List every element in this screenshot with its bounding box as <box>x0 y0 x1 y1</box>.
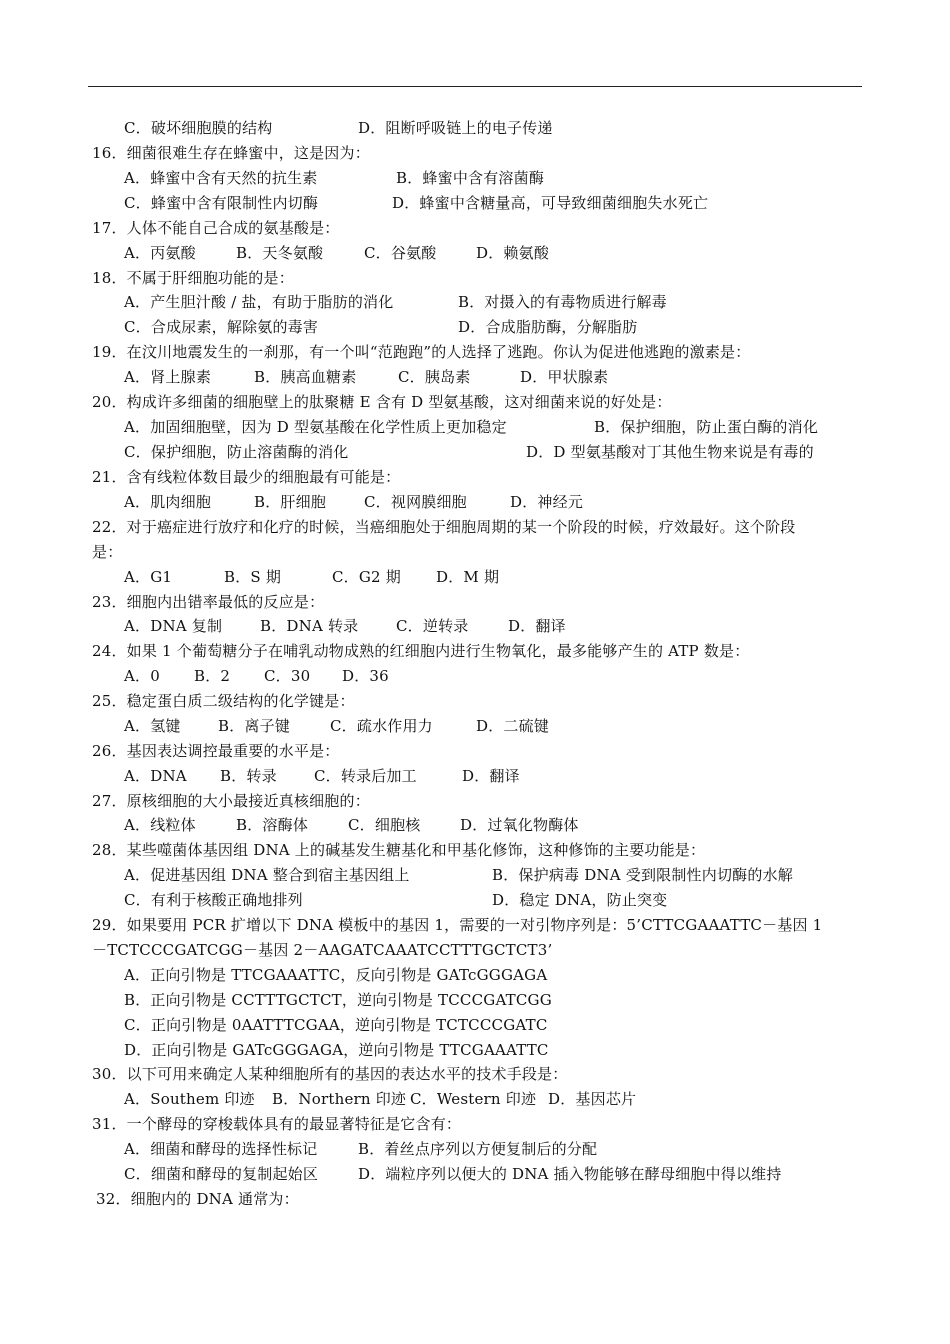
q29-option-c: C．正向引物是 0AATTTCGAA，逆向引物是 TCTCCCGATC <box>124 1016 548 1034</box>
question-16-options-cd <box>124 191 709 215</box>
question-23-stem: 23．细胞内出错率最低的反应是： <box>92 593 325 611</box>
q24-option-b: B．2 <box>194 667 231 685</box>
q30-option-c: C．Western 印迹 <box>410 1090 537 1108</box>
question-17-stem: 17．人体不能自己合成的氨基酸是： <box>92 219 340 237</box>
q23-option-a: A．DNA 复制 <box>124 617 223 635</box>
q27-option-b: B．溶酶体 <box>236 816 309 834</box>
question-16-stem: 16．细菌很难生存在蜂蜜中，这是因为： <box>92 144 370 162</box>
question-27-options <box>124 813 579 837</box>
q16-option-a: A．蜂蜜中含有天然的抗生素 <box>124 169 318 187</box>
q23-option-d: D．翻译 <box>508 617 566 635</box>
q26-option-a: A．DNA <box>124 767 187 785</box>
q27-option-c: C．细胞核 <box>348 816 421 834</box>
q17-option-a: A．丙氨酸 <box>124 244 196 262</box>
q18-option-b: B．对摄入的有毒物质进行解毒 <box>458 293 667 311</box>
header-rule <box>88 86 862 87</box>
question-29-stem-line-1: 29．如果要用 PCR 扩增以下 DNA 模板中的基因 1，需要的一对引物序列是：5’CTTCGAAATTC－基因 1 <box>92 916 823 934</box>
q28-option-a: A．促进基因组 DNA 整合到宿主基因组上 <box>124 866 410 884</box>
q30-option-a: A．Southem 印迹 <box>124 1090 255 1108</box>
q20-option-a: A．加固细胞壁，因为 D 型氨基酸在化学性质上更加稳定 <box>124 418 507 436</box>
q31-option-b: B．着丝点序列以方便复制后的分配 <box>358 1140 598 1158</box>
question-25-options <box>124 714 550 738</box>
q26-option-b: B．转录 <box>220 767 277 785</box>
question-23-options <box>124 614 566 638</box>
q25-option-b: B．离子键 <box>218 717 291 735</box>
question-20-options-cd <box>124 440 814 464</box>
question-22-stem-line-1: 22．对于癌症进行放疗和化疗的时候，当癌细胞处于细胞周期的某一个阶段的时候，疗效最好。这个阶段 <box>92 518 796 536</box>
question-20-stem: 20．构成许多细菌的细胞壁上的肽聚糖 E 含有 D 型氨基酸，这对细菌来说的好处是： <box>92 393 672 411</box>
question-22-options <box>124 565 500 589</box>
q17-option-d: D．赖氨酸 <box>476 244 550 262</box>
q26-option-c: C．转录后加工 <box>314 767 417 785</box>
q15-option-c: C．破坏细胞膜的结构 <box>124 119 273 137</box>
q18-option-c: C．合成尿素，解除氨的毒害 <box>124 318 319 336</box>
q25-option-a: A．氢键 <box>124 717 181 735</box>
q31-option-c: C．细菌和酵母的复制起始区 <box>124 1165 319 1183</box>
question-28-stem: 28．某些噬菌体基因组 DNA 上的碱基发生糖基化和甲基化修饰，这种修饰的主要功能是： <box>92 841 706 859</box>
question-31-options-cd <box>124 1162 782 1186</box>
question-25-stem: 25．稳定蛋白质二级结构的化学键是： <box>92 692 355 710</box>
q29-option-a: A．正向引物是 TTCGAAATTC，反向引物是 GATcGGGAGA <box>124 966 548 984</box>
q20-option-c: C．保护细胞，防止溶菌酶的消化 <box>124 443 349 461</box>
q21-option-b: B．肝细胞 <box>254 493 327 511</box>
q19-option-c: C．胰岛素 <box>398 368 471 386</box>
q17-option-c: C．谷氨酸 <box>364 244 437 262</box>
q28-option-c: C．有利于核酸正确地排列 <box>124 891 303 909</box>
question-17-options <box>124 241 550 265</box>
question-32-stem: 32．细胞内的 DNA 通常为： <box>96 1190 299 1208</box>
q19-option-b: B．胰高血糖素 <box>254 368 357 386</box>
question-26-stem: 26．基因表达调控最重要的水平是： <box>92 742 340 760</box>
question-20-options-ab <box>124 415 819 439</box>
q30-option-d: D．基因芯片 <box>548 1090 637 1108</box>
q16-option-c: C．蜂蜜中含有限制性内切酶 <box>124 194 319 212</box>
q27-option-a: A．线粒体 <box>124 816 196 834</box>
q24-option-a: A．0 <box>124 667 160 685</box>
q28-option-d: D．稳定 DNA，防止突变 <box>492 891 668 909</box>
q29-option-b: B．正向引物是 CCTTTGCTCT，逆向引物是 TCCCGATCGG <box>124 991 552 1009</box>
question-31-stem: 31．一个酵母的穿梭载体具有的最显著特征是它含有： <box>92 1115 462 1133</box>
q22-option-c: C．G2 期 <box>332 568 401 586</box>
q20-option-b: B．保护细胞，防止蛋白酶的消化 <box>594 418 819 436</box>
q22-option-a: A．G1 <box>124 568 173 586</box>
question-28-options-ab <box>124 863 793 887</box>
q31-option-a: A．细菌和酵母的选择性标记 <box>124 1140 318 1158</box>
q18-option-a: A．产生胆汁酸 / 盐，有助于脂肪的消化 <box>124 293 394 311</box>
q21-option-c: C．视网膜细胞 <box>364 493 467 511</box>
q18-option-d: D．合成脂肪酶，分解脂肪 <box>458 318 638 336</box>
q25-option-d: D．二硫键 <box>476 717 550 735</box>
question-18-stem: 18．不属于肝细胞功能的是： <box>92 269 294 287</box>
question-18-options-ab <box>124 290 667 314</box>
q15-option-d: D．阻断呼吸链上的电子传递 <box>358 119 553 137</box>
q24-option-c: C．30 <box>264 667 311 685</box>
question-30-stem: 30．以下可用来确定人某种细胞所有的基因的表达水平的技术手段是： <box>92 1065 568 1083</box>
question-28-options-cd <box>124 888 668 912</box>
question-19-options <box>124 365 609 389</box>
question-24-stem: 24．如果 1 个葡萄糖分子在哺乳动物成熟的红细胞内进行生物氧化，最多能够产生的 ATP 数是： <box>92 642 750 660</box>
question-24-options <box>124 664 389 688</box>
question-29-stem-line-2: －TCTCCCGATCGG－基因 2－AAGATCAAATCCTTTGCTCT3’ <box>92 941 553 959</box>
q25-option-c: C．疏水作用力 <box>330 717 433 735</box>
q17-option-b: B．天冬氨酸 <box>236 244 324 262</box>
q21-option-d: D．神经元 <box>510 493 584 511</box>
q16-option-d: D．蜂蜜中含糖量高，可导致细菌细胞失水死亡 <box>392 194 709 212</box>
question-27-stem: 27．原核细胞的大小最接近真核细胞的： <box>92 792 370 810</box>
q20-option-d: D．D 型氨基酸对丁其他生物来说是有毒的 <box>526 443 814 461</box>
question-19-stem: 19．在汶川地震发生的一刹那，有一个叫“范跑跑”的人选择了逃跑。你认为促进他逃跑的激素是： <box>92 343 751 361</box>
q28-option-b: B．保护病毒 DNA 受到限制性内切酶的水解 <box>492 866 793 884</box>
question-21-stem: 21．含有线粒体数目最少的细胞最有可能是： <box>92 468 401 486</box>
question-26-options <box>124 764 520 788</box>
q16-option-b: B．蜂蜜中含有溶菌酶 <box>396 169 545 187</box>
question-30-options <box>124 1087 637 1111</box>
question-22-stem-line-2: 是： <box>92 543 123 561</box>
q21-option-a: A．肌肉细胞 <box>124 493 212 511</box>
question-16-options-ab <box>124 166 545 190</box>
q26-option-d: D．翻译 <box>462 767 520 785</box>
q19-option-a: A．肾上腺素 <box>124 368 212 386</box>
q22-option-d: D．M 期 <box>436 568 500 586</box>
q30-option-b: B．Northern 印迹 <box>272 1090 407 1108</box>
q19-option-d: D．甲状腺素 <box>520 368 609 386</box>
q23-option-b: B．DNA 转录 <box>260 617 359 635</box>
q29-option-d: D．正向引物是 GATcGGGAGA，逆向引物是 TTCGAAATTC <box>124 1041 549 1059</box>
q22-option-b: B．S 期 <box>224 568 282 586</box>
q31-option-d: D．端粒序列以便大的 DNA 插入物能够在酵母细胞中得以维持 <box>358 1165 782 1183</box>
q23-option-c: C．逆转录 <box>396 617 469 635</box>
question-31-options-ab <box>124 1137 598 1161</box>
q24-option-d: D．36 <box>342 667 389 685</box>
question-21-options <box>124 490 584 514</box>
q27-option-d: D．过氧化物酶体 <box>460 816 579 834</box>
question-18-options-cd <box>124 315 638 339</box>
question-15-options-cd <box>124 116 553 140</box>
